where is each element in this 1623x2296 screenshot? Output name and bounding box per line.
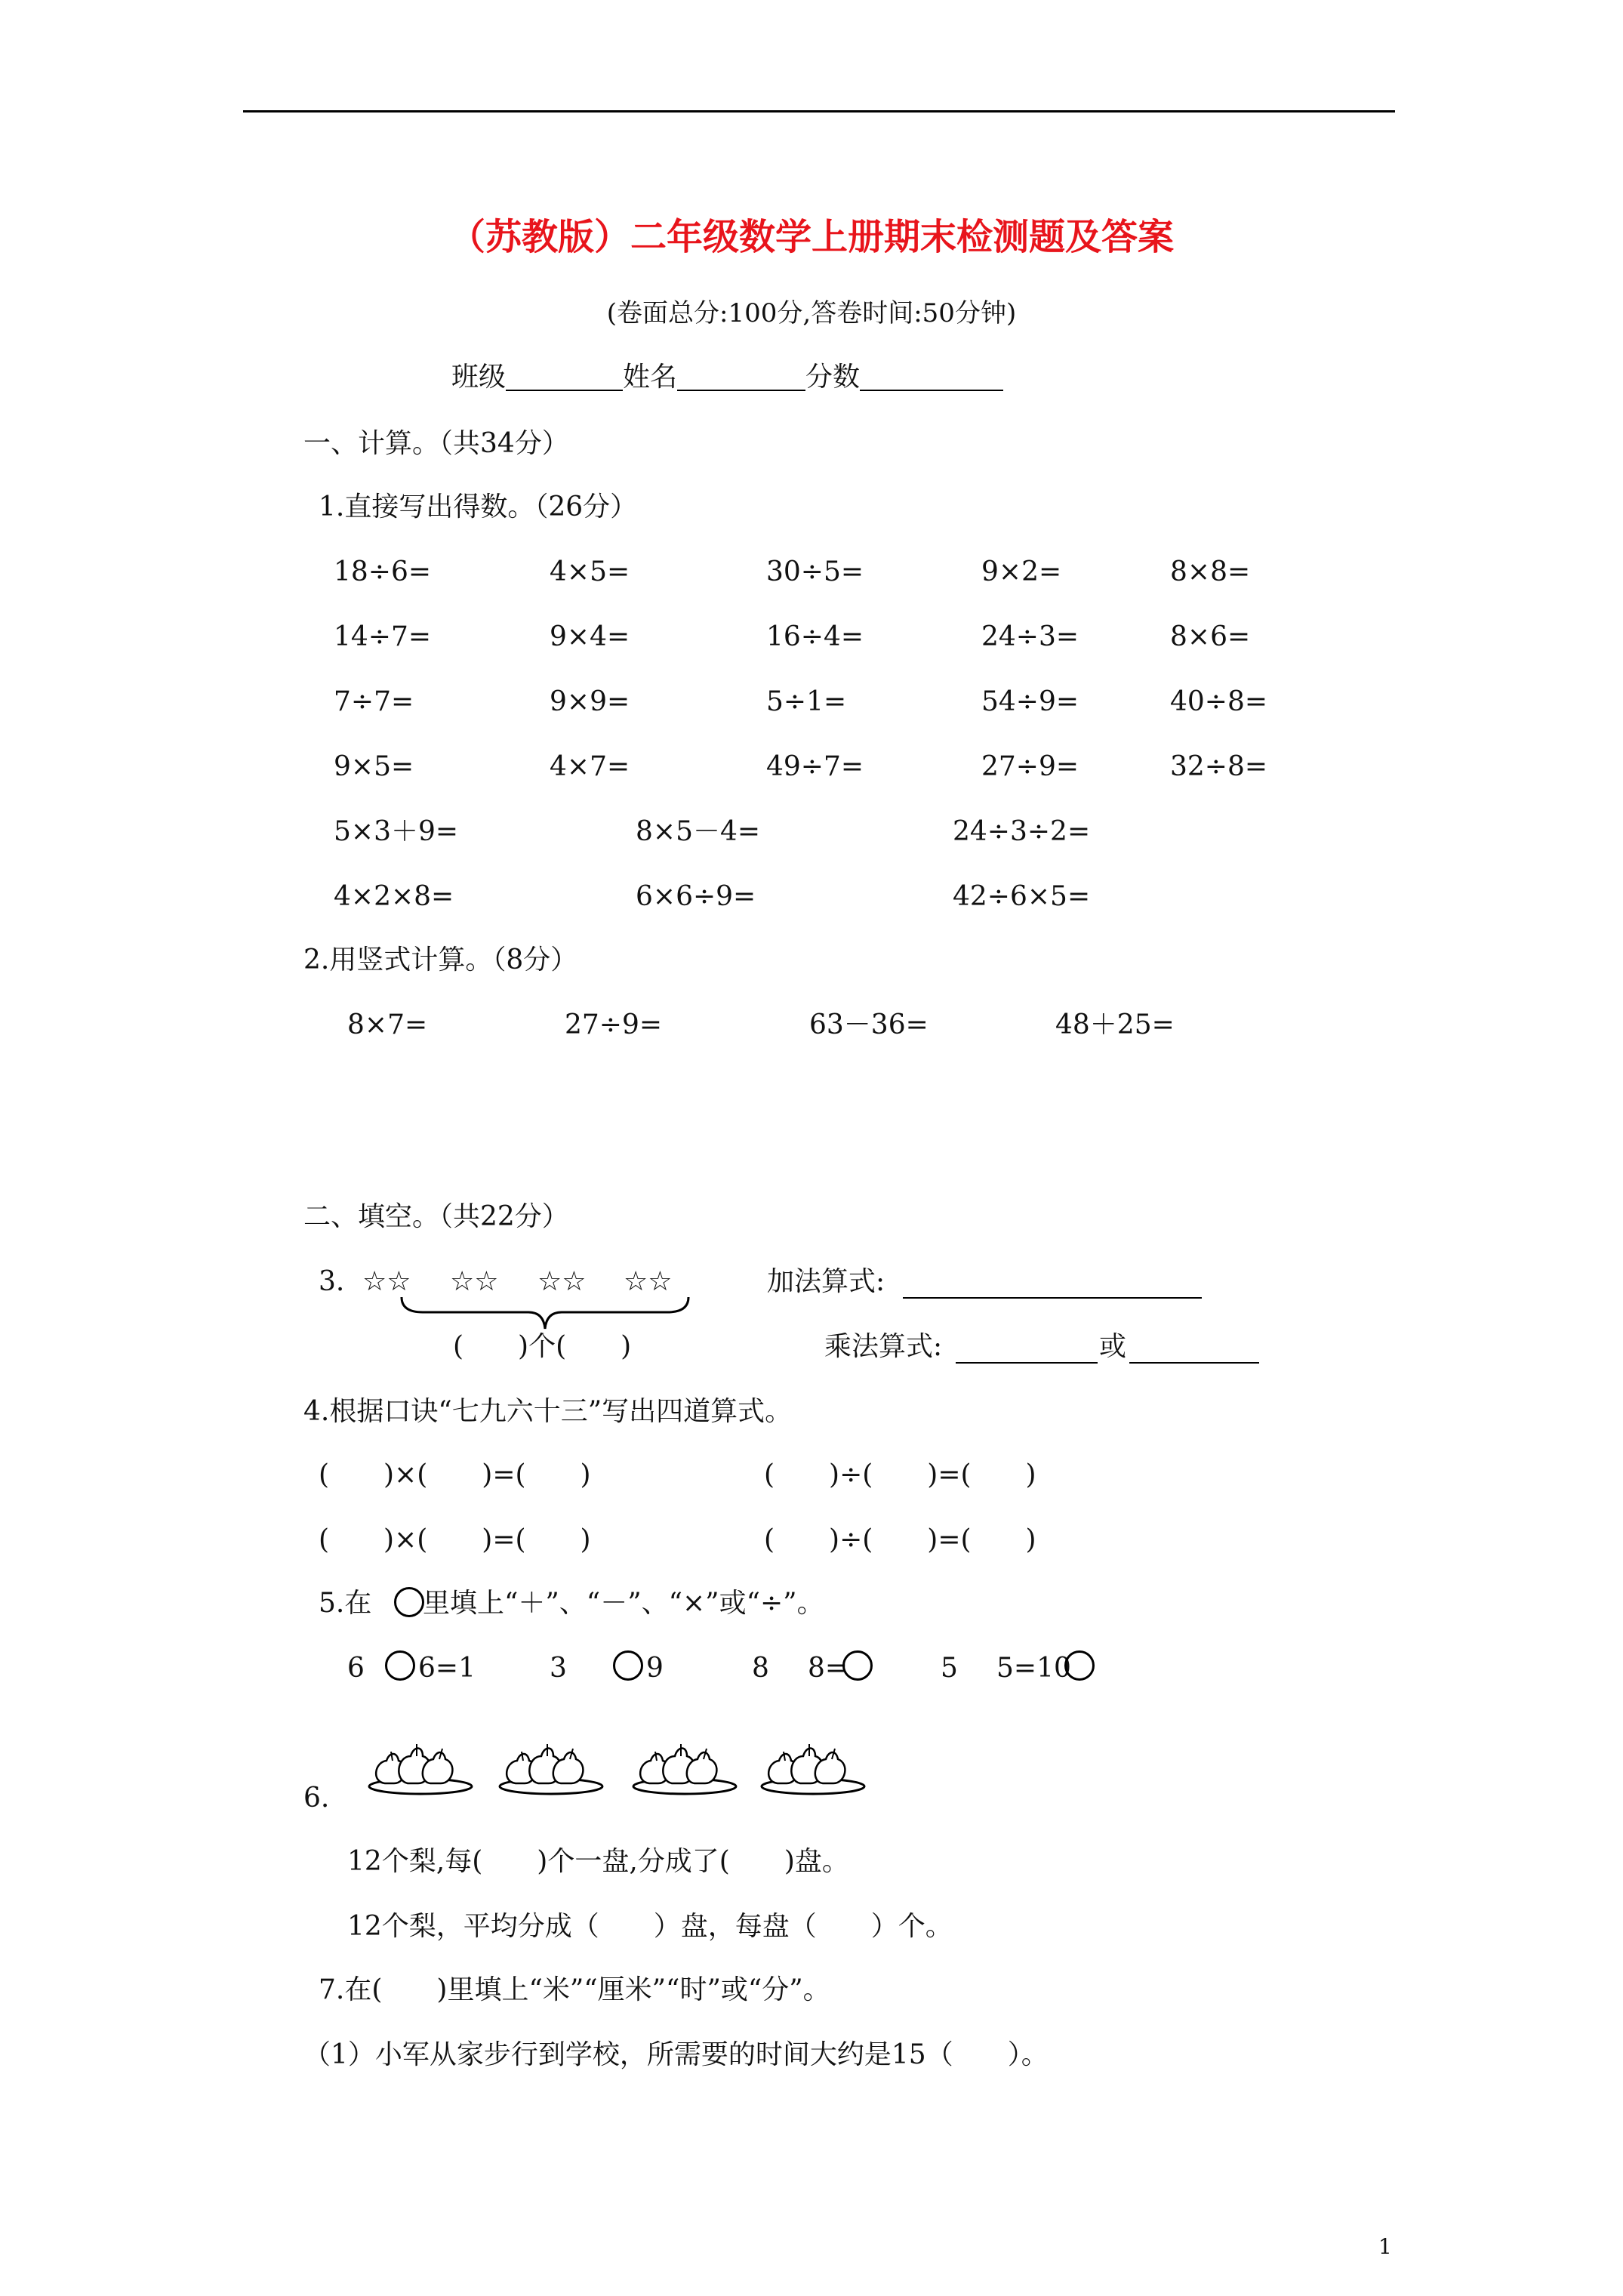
- calc-item: 24÷3÷2=: [953, 816, 1091, 847]
- calc-item: 49÷7=: [766, 751, 864, 782]
- pear-plate-icon: [756, 1729, 870, 1797]
- q1-label: 1.直接写出得数。（26分）: [319, 492, 638, 522]
- q7-label: 7.在( )里填上“米”“厘米”“时”或“分”。: [319, 1974, 830, 2005]
- vertical-calc-item: 63－36=: [809, 1009, 929, 1040]
- star-group: ☆☆: [362, 1266, 411, 1297]
- calc-item: 8×5－4=: [636, 816, 761, 847]
- q5-operand: 9: [646, 1653, 664, 1684]
- calc-item: 42÷6×5=: [953, 881, 1091, 912]
- calc-item: 9×4=: [550, 621, 630, 652]
- calc-item: 7÷7=: [334, 686, 414, 717]
- operator-circle[interactable]: [385, 1650, 415, 1681]
- or-label: 或: [1099, 1331, 1127, 1362]
- q7-item-1: （1）小军从家步行到学校，所需要的时间大约是15（ ）。: [303, 2039, 1049, 2070]
- calc-item: 4×5=: [550, 556, 630, 587]
- pear-plate-icon: [628, 1729, 741, 1797]
- calc-item: 9×9=: [550, 686, 630, 717]
- q5-operand: 8=: [808, 1653, 848, 1684]
- equation-blank-div: ( )÷( )=( ): [764, 1459, 1036, 1490]
- vertical-calc-item: 8×7=: [347, 1009, 428, 1040]
- class-field[interactable]: [506, 367, 623, 391]
- q6-number: 6.: [303, 1783, 330, 1814]
- q5-operand: 5=10: [996, 1653, 1071, 1684]
- q5-label-end: 里填上“＋”、“－”、“×”或“÷”。: [423, 1588, 824, 1619]
- pear-plate-icon: [494, 1729, 608, 1797]
- name-field[interactable]: [677, 367, 805, 391]
- q6-line2: 12个梨，平均分成（ ）盘，每盘（ ）个。: [347, 1911, 953, 1942]
- page-title: （苏教版）二年级数学上册期末检测题及答案: [448, 216, 1174, 258]
- vertical-calc-item: 48＋25=: [1055, 1009, 1175, 1040]
- mul-answer-field-2[interactable]: [1129, 1339, 1259, 1364]
- operator-circle[interactable]: [1064, 1650, 1095, 1681]
- q2-label: 2.用竖式计算。（8分）: [303, 945, 578, 975]
- add-label: 加法算式:: [767, 1266, 885, 1297]
- class-label: 班级: [451, 362, 507, 393]
- calc-item: 16÷4=: [766, 621, 864, 652]
- q6-line1: 12个梨,每( )个一盘,分成了( )盘。: [347, 1846, 849, 1877]
- calc-item: 8×6=: [1170, 621, 1251, 652]
- curly-brace-icon: [400, 1296, 691, 1332]
- calc-item: 40÷8=: [1170, 686, 1268, 717]
- mul-label: 乘法算式:: [824, 1331, 943, 1362]
- calc-item: 9×5=: [334, 751, 414, 782]
- calc-item: 5÷1=: [766, 686, 847, 717]
- section2-heading: 二、填空。（共22分）: [303, 1201, 569, 1232]
- top-rule: [243, 110, 1395, 112]
- calc-item: 24÷3=: [981, 621, 1079, 652]
- calc-item: 6×6÷9=: [636, 881, 756, 912]
- circle-icon: [394, 1587, 424, 1617]
- q4-label: 4.根据口诀“七九六十三”写出四道算式。: [303, 1396, 793, 1427]
- calc-item: 30÷5=: [766, 556, 864, 587]
- groups-blank: ( )个( ): [453, 1331, 632, 1362]
- score-label: 分数: [805, 362, 861, 393]
- pear-plate-icon: [364, 1729, 477, 1797]
- q3-number: 3.: [319, 1266, 345, 1297]
- calc-item: 9×2=: [981, 556, 1062, 587]
- q5-operand: 5: [941, 1653, 958, 1684]
- q5-operand: 6=1: [418, 1653, 476, 1684]
- calc-item: 8×8=: [1170, 556, 1251, 587]
- star-group: ☆☆: [624, 1266, 673, 1297]
- calc-item: 5×3＋9=: [334, 816, 459, 847]
- calc-item: 18÷6=: [334, 556, 432, 587]
- q5-operand: 3: [550, 1653, 567, 1684]
- equation-blank-mul: ( )×( )=( ): [319, 1459, 591, 1490]
- page-number: 1: [1378, 2234, 1392, 2259]
- calc-item: 4×7=: [550, 751, 630, 782]
- equation-blank-mul: ( )×( )=( ): [319, 1524, 591, 1555]
- q5-label-start: 5.在: [319, 1588, 372, 1619]
- mul-answer-field-1[interactable]: [956, 1339, 1098, 1364]
- operator-circle[interactable]: [613, 1650, 643, 1681]
- student-info-row: [451, 364, 1003, 391]
- operator-circle[interactable]: [842, 1650, 873, 1681]
- q5-operand: 8: [752, 1653, 769, 1684]
- add-answer-field[interactable]: [903, 1274, 1202, 1299]
- score-field[interactable]: [860, 367, 1003, 391]
- calc-item: 54÷9=: [981, 686, 1079, 717]
- section1-heading: 一、计算。（共34分）: [303, 428, 569, 459]
- star-group: ☆☆: [450, 1266, 499, 1297]
- q5-operand: 6: [347, 1653, 365, 1684]
- star-group: ☆☆: [537, 1266, 587, 1297]
- calc-item: 27÷9=: [981, 751, 1079, 782]
- calc-item: 14÷7=: [334, 621, 432, 652]
- exam-info: (卷面总分:100分,答卷时间:50分钟): [606, 298, 1017, 328]
- calc-item: 32÷8=: [1170, 751, 1268, 782]
- calc-item: 4×2×8=: [334, 881, 454, 912]
- name-label: 姓名: [623, 362, 678, 393]
- vertical-calc-item: 27÷9=: [565, 1009, 663, 1040]
- equation-blank-div: ( )÷( )=( ): [764, 1524, 1036, 1555]
